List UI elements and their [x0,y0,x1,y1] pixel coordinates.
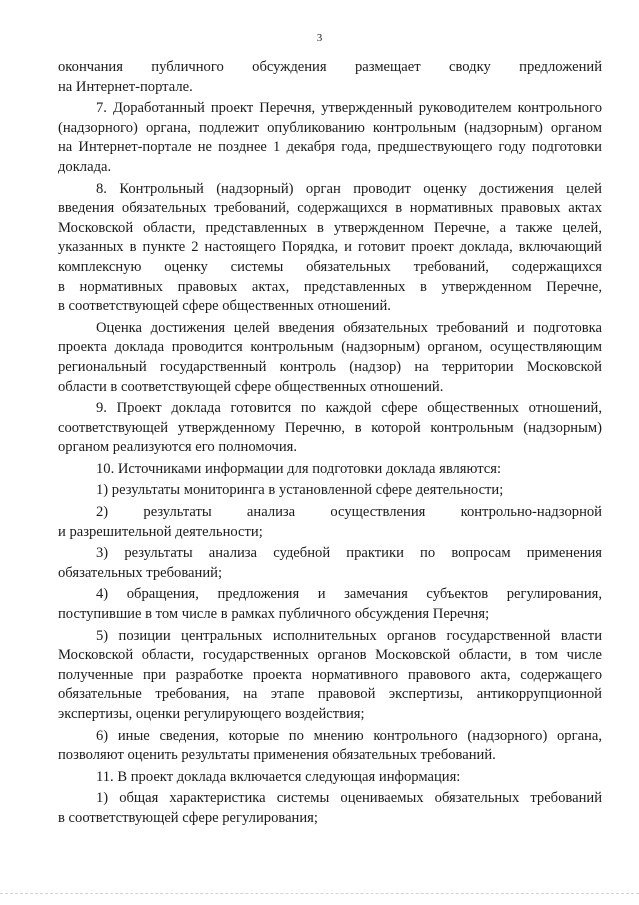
text-line: полученные при разработке проекта нормативного правового акта, содержащего [58,666,602,683]
text-line: в нормативных правовых актах, представленных в утвержденном Перечне, [58,278,602,295]
text-line: на Интернет-портале не позднее 1 декабря года, предшествующего году подготовки [58,139,602,156]
text-line: 5) позиции центральных исполнительных органов государственной власти [96,627,602,644]
text-line: и разрешительной деятельности; [58,523,263,540]
text-line: доклада. [58,158,112,175]
text-line: органом реализуются его полномочия. [58,439,298,456]
text-line: Московской области, государственных органов Московской области, в том числе [58,647,602,664]
text-line: 6) иные сведения, которые по мнению контрольного (надзорного) органа, [96,727,602,744]
text-line: в соответствующей сфере общественных отношений. [58,298,391,315]
text-line: 1) результаты мониторинга в установленной сфере деятельности; [96,482,504,499]
text-line: 3) результаты анализа судебной практики по вопросам применения [96,545,602,562]
text-line: на Интернет-портале. [58,78,193,95]
text-line: 7. Доработанный проект Перечня, утвержденный руководителем контрольного [96,100,602,117]
text-line: Московской области, представленных в утвержденном Перечне, а также целей, [58,219,602,236]
text-line: 4) обращения, предложения и замечания субъектов регулирования, [96,586,602,603]
text-line: 10. Источниками информации для подготовки доклада являются: [96,460,502,477]
text-line: (надзорного) органа, подлежит опубликованию контрольным (надзорным) органом [58,119,602,136]
text-line: региональный государственный контроль (надзор) на территории Московской [58,358,602,375]
text-line: введения обязательных требований, содержащихся в нормативных правовых актах [58,200,602,217]
text-line: области в соответствующей сфере общественных отношений. [58,378,444,395]
text-line: 8. Контрольный (надзорный) орган проводит оценку достижения целей [96,180,602,197]
page-number: 3 [316,32,323,44]
text-line: окончания публичного обсуждения размещает сводку предложений [58,59,602,75]
text-line: позволяют оценить результаты применения обязательных требований. [58,747,496,764]
text-line: указанных в пункте 2 настоящего Порядка, и готовит проект доклада, включающий [58,239,602,256]
text-line: проекта доклада проводится контрольным (надзорным) органом, осуществляющим [58,339,602,356]
text-line: комплексную оценку системы обязательных требований, содержащихся [58,258,602,275]
text-line: 2) результаты анализа осуществления контрольно-надзорной [96,504,602,521]
text-line: 1) общая характеристика системы оцениваемых обязательных требований [96,790,602,807]
text-line: обязательные требования, на этапе правовой экспертизы, антикоррупционной [58,686,602,703]
text-line: поступившие в том числе в рамках публичного обсуждения Перечня; [58,606,490,623]
text-line: в соответствующей сфере регулирования; [58,809,318,826]
text-line: 11. В проект доклада включается следующая информация: [96,768,461,785]
text-line: 9. Проект доклада готовится по каждой сфере общественных отношений, [96,400,602,417]
scan-edge-divider [0,893,639,894]
text-line: соответствующей утвержденному Перечню, в которой контрольным (надзорным) [58,419,602,436]
document-body [58,58,602,829]
text-line: Оценка достижения целей введения обязательных требований и подготовка [96,319,602,336]
text-line: экспертизы, оценки регулирующего воздействия; [58,706,365,722]
text-line: обязательных требований; [58,564,223,581]
